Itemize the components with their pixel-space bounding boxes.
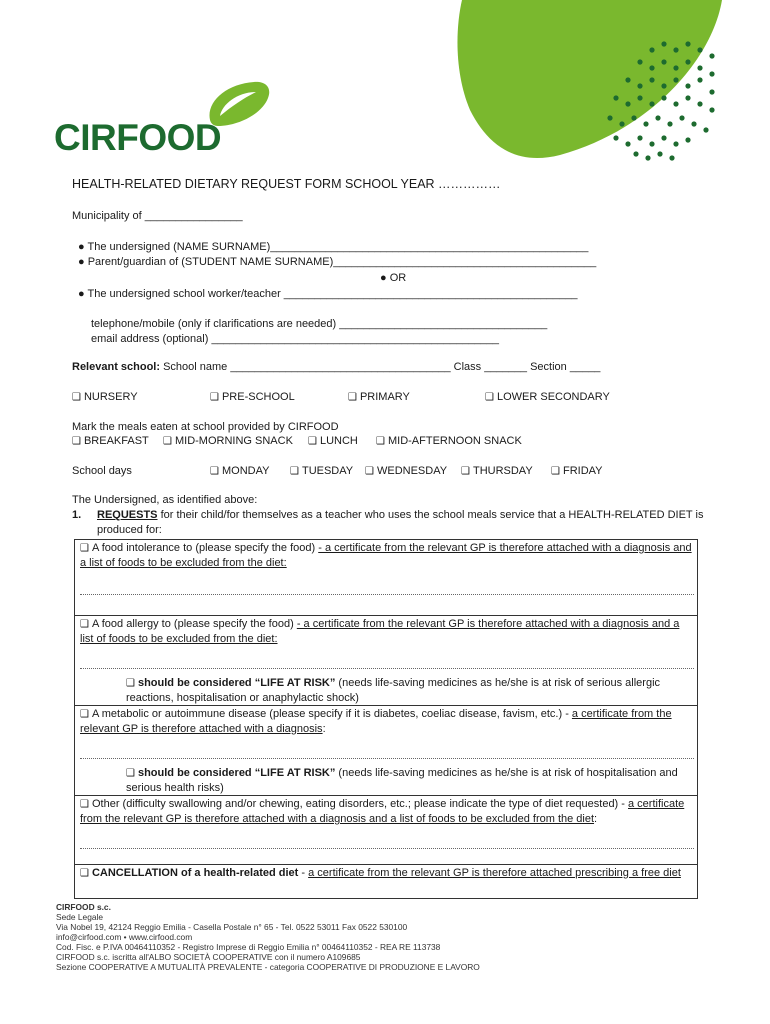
- checkbox-icon: ❑: [126, 768, 135, 779]
- footer-address: Via Nobel 19, 42124 Reggio Emilia - Casella Postale n° 65 - Tel. 0522 53011 Fax 0522 530100: [56, 922, 408, 932]
- checkbox-icon: ❑: [210, 466, 219, 477]
- checkbox-icon: ❑: [551, 466, 560, 477]
- school-days-label: School days: [72, 465, 132, 477]
- requests-number: 1.: [72, 509, 82, 521]
- allergy-input-line[interactable]: [80, 668, 694, 669]
- checkbox-thursday[interactable]: ❑ THURSDAY: [461, 465, 533, 477]
- checkbox-primary[interactable]: ❑ PRIMARY: [348, 391, 410, 403]
- checkbox-icon: ❑: [376, 436, 385, 447]
- footer-company-name: CIRFOOD s.c.: [56, 902, 111, 912]
- green-swoosh-shape: [457, 0, 722, 158]
- bullet-dot: ●: [78, 256, 88, 268]
- checkbox-icon: ❑: [80, 868, 89, 879]
- requests-paragraph: [97, 508, 709, 537]
- school-worker-field[interactable]: ● The undersigned school worker/teacher ________________________________________________: [78, 288, 578, 300]
- checkbox-icon: ❑: [210, 392, 219, 403]
- checkbox-allergy[interactable]: ❑ A food allergy to (please specify the food) - a certificate from the relevant GP is therefore attached with a diagnosis and a list of foods to be excluded from the diet:: [80, 618, 680, 645]
- relevant-school-label: Relevant school:: [72, 361, 161, 373]
- telephone-field[interactable]: telephone/mobile (only if clarifications are needed) __________________________________: [91, 318, 548, 330]
- checkbox-metabolic[interactable]: ❑ A metabolic or autoimmune disease (please specify if it is diabetes, coeliac disease, favism, etc.) - a certificate from the relevant GP is therefore attached with a diagnosis:: [80, 708, 672, 735]
- form-title: HEALTH-RELATED DIETARY REQUEST FORM SCHOOL YEAR ……………: [72, 177, 501, 191]
- checkbox-metabolic-life-at-risk[interactable]: ❑ should be considered “LIFE AT RISK” (needs life-saving medicines as he/she is at risk of hospitalisation and serious health risks): [126, 767, 678, 794]
- requests-keyword: REQUESTS: [97, 509, 158, 521]
- checkbox-icon: ❑: [72, 436, 81, 447]
- footer-cooperative-section: Sezione COOPERATIVE A MUTUALITÀ PREVALENTE - categoria COOPERATIVE DI PRODUZIONE E LAVORO: [56, 962, 480, 972]
- checkbox-icon: ❑: [485, 392, 494, 403]
- metabolic-input-line[interactable]: [80, 758, 694, 759]
- parent-guardian-field[interactable]: ● Parent/guardian of (STUDENT NAME SURNAME)___________________________________________: [78, 256, 597, 268]
- footer-contacts[interactable]: info@cirfood.com • www.cirfood.com: [56, 932, 193, 942]
- school-name-class-section: School name ____________________________________ Class _______ Section _____: [163, 361, 601, 373]
- checkbox-icon: ❑: [126, 678, 135, 689]
- municipality-field[interactable]: Municipality of ________________: [72, 210, 243, 222]
- checkbox-icon: ❑: [80, 619, 89, 630]
- checkbox-icon: ❑: [72, 392, 81, 403]
- checkbox-icon: ❑: [80, 709, 89, 720]
- checkbox-pre-school[interactable]: ❑ PRE-SCHOOL: [210, 391, 295, 403]
- checkbox-friday[interactable]: ❑ FRIDAY: [551, 465, 603, 477]
- checkbox-cancellation[interactable]: ❑ CANCELLATION of a health-related diet - a certificate from the relevant GP is therefore attached prescribing a free diet: [80, 867, 681, 879]
- undersigned-name-field[interactable]: ● The undersigned (NAME SURNAME)____________________________________________________: [78, 241, 589, 253]
- checkbox-nursery[interactable]: ❑ NURSERY: [72, 391, 138, 403]
- footer-tax-info: Cod. Fisc. e P.IVA 00464110352 - Registro Imprese di Reggio Emilia n° 00464110352 - REA RE 113738: [56, 942, 441, 952]
- checkbox-mid-morning-snack[interactable]: ❑ MID-MORNING SNACK: [163, 435, 293, 447]
- checkbox-icon: ❑: [461, 466, 470, 477]
- checkbox-lunch[interactable]: ❑ LUNCH: [308, 435, 358, 447]
- checkbox-breakfast[interactable]: ❑ BREAKFAST: [72, 435, 149, 447]
- checkbox-mid-afternoon-snack[interactable]: ❑ MID-AFTERNOON SNACK: [376, 435, 522, 447]
- relevant-school-row[interactable]: [72, 360, 600, 374]
- requests-text: for their child/for themselves as a teacher who uses the school meals service that a HEALTH-RELATED DIET is produced for:: [97, 509, 704, 536]
- checkbox-icon: ❑: [290, 466, 299, 477]
- footer-registered-office: Sede Legale: [56, 912, 104, 922]
- bullet-dot: ●: [78, 241, 88, 253]
- checkbox-wednesday[interactable]: ❑ WEDNESDAY: [365, 465, 448, 477]
- intolerance-input-line[interactable]: [80, 594, 694, 595]
- or-separator: ● OR: [380, 272, 407, 284]
- email-field[interactable]: email address (optional) _______________________________________________: [91, 333, 499, 345]
- checkbox-icon: ❑: [163, 436, 172, 447]
- undersigned-intro: The Undersigned, as identified above:: [72, 494, 258, 506]
- checkbox-icon: ❑: [365, 466, 374, 477]
- checkbox-icon: ❑: [308, 436, 317, 447]
- brand-logo-text: CIRFOOD: [54, 117, 222, 158]
- checkbox-icon: ❑: [80, 543, 89, 554]
- footer-cooperative-register: CIRFOOD s.c. iscritta all'ALBO SOCIETÀ COOPERATIVE con il numero A109685: [56, 952, 361, 962]
- checkbox-intolerance[interactable]: ❑ A food intolerance to (please specify the food) - a certificate from the relevant GP is therefore attached with a diagnosis and a list of foods to be excluded from the diet:: [80, 542, 692, 569]
- bullet-dot: ●: [78, 288, 88, 300]
- meals-heading: Mark the meals eaten at school provided by CIRFOOD: [72, 421, 339, 433]
- other-input-line[interactable]: [80, 848, 694, 849]
- checkbox-monday[interactable]: ❑ MONDAY: [210, 465, 270, 477]
- checkbox-lower-secondary[interactable]: ❑ LOWER SECONDARY: [485, 391, 610, 403]
- bullet-dot: ●: [380, 272, 390, 284]
- checkbox-icon: ❑: [348, 392, 357, 403]
- checkbox-icon: ❑: [80, 799, 89, 810]
- checkbox-allergy-life-at-risk[interactable]: ❑ should be considered “LIFE AT RISK” (needs life-saving medicines as he/she is at risk of serious allergic reactions, hospitalisation or anaphylactic shock): [126, 677, 661, 704]
- checkbox-tuesday[interactable]: ❑ TUESDAY: [290, 465, 354, 477]
- checkbox-other[interactable]: ❑ Other (difficulty swallowing and/or chewing, eating disorders, etc.; please indicate the type of diet requested) - a certificate from the relevant GP is therefore attached with a diagnosis and a list of foods to be excluded from the diet:: [80, 798, 685, 825]
